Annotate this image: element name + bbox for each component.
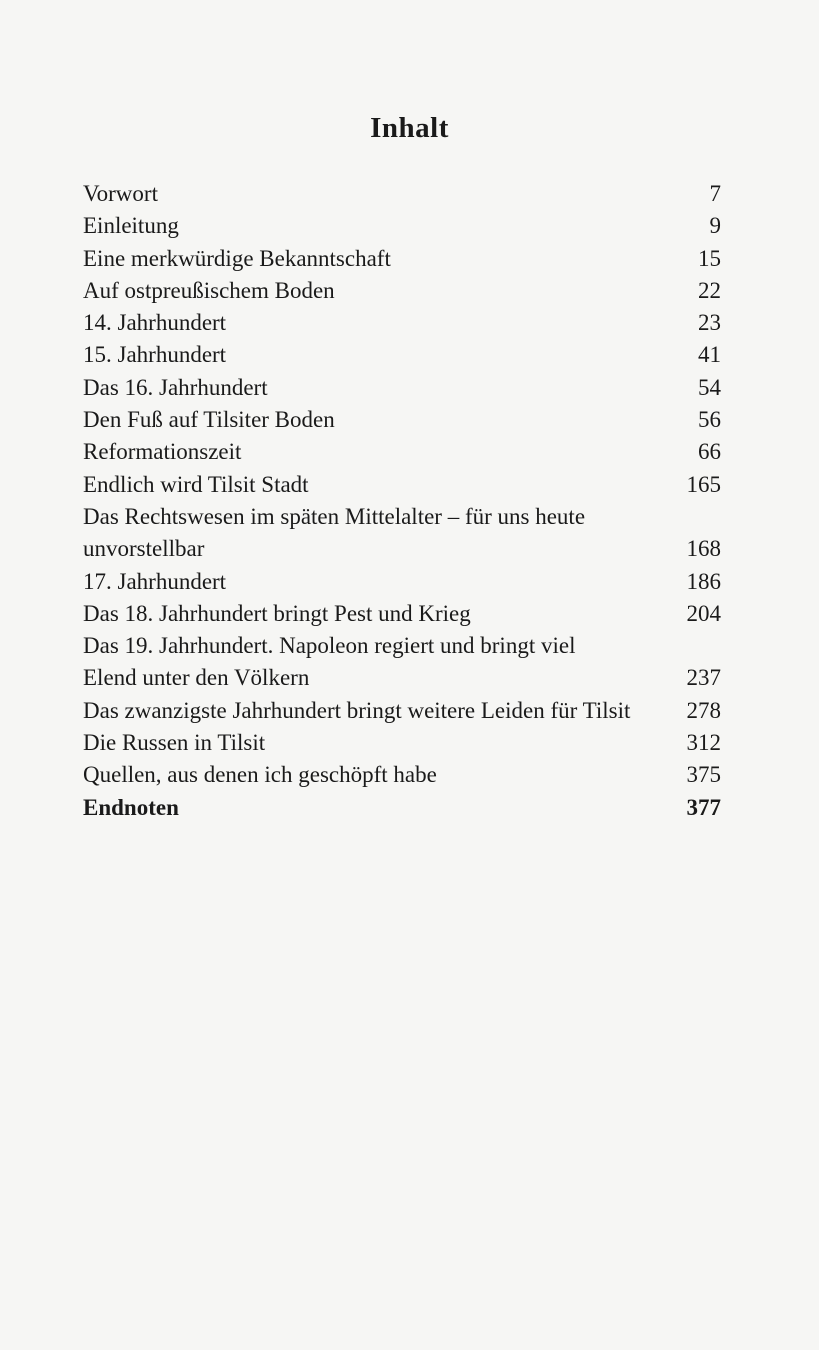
toc-entry-page: 56 — [698, 407, 721, 433]
toc-entry-title: Die Russen in Tilsit — [83, 730, 266, 756]
toc-entry-title: Das zwanzigste Jahrhundert bringt weitere Leiden für Tilsit — [83, 697, 631, 723]
toc-entry-russen — [83, 727, 721, 759]
toc-entry-vorwort — [83, 178, 721, 210]
toc-entry-page: 237 — [686, 665, 721, 691]
toc-entry-page: 7 — [709, 181, 721, 206]
toc-entry-title: Das 16. Jahrhundert — [83, 374, 268, 400]
toc-entry-tilsiter-boden — [83, 404, 721, 436]
toc-entry-page: 66 — [698, 439, 721, 465]
toc-entry-page: 168 — [686, 536, 721, 562]
toc-entry-page: 278 — [686, 697, 721, 723]
toc-entry-title: Vorwort — [83, 181, 158, 206]
toc-entry-page: 377 — [686, 794, 721, 820]
toc-entry-ostpreussen — [83, 275, 721, 307]
toc-entry-page: 41 — [698, 342, 721, 368]
toc-entry-title: 15. Jahrhundert — [83, 342, 227, 368]
toc-entry-reformationszeit — [83, 436, 721, 468]
toc-entry-title: Reformationszeit — [83, 439, 242, 465]
toc-entry-endnoten — [83, 792, 721, 824]
toc-entry-20-jahrhundert — [83, 695, 721, 727]
toc-entry-title-line: Das 19. Jahrhundert. Napoleon regiert und bringt viel — [83, 633, 576, 659]
toc-entry-page: 186 — [686, 568, 721, 594]
toc-entry-page: 312 — [686, 730, 721, 756]
toc-entry-title-line: unvorstellbar — [83, 536, 205, 562]
toc-entry-title: Endlich wird Tilsit Stadt — [83, 471, 309, 497]
toc-entry-title: Eine merkwürdige Bekanntschaft — [83, 245, 391, 271]
toc-entry-quellen — [83, 759, 721, 791]
table-of-contents — [83, 178, 721, 824]
toc-entry-15-jahrhundert — [83, 339, 721, 371]
page-title: Inhalt — [370, 112, 449, 144]
toc-entry-title-line: Elend unter den Völkern — [83, 665, 310, 691]
toc-entry-page: 15 — [698, 245, 721, 271]
toc-entry-18-jahrhundert — [83, 598, 721, 630]
toc-entry-page: 9 — [709, 213, 721, 239]
toc-entry-title: Den Fuß auf Tilsiter Boden — [83, 407, 335, 433]
toc-entry-page: 22 — [698, 277, 721, 303]
toc-entry-title: Auf ostpreußischem Boden — [83, 277, 335, 303]
toc-entry-title: Einleitung — [83, 213, 179, 239]
toc-entry-page: 165 — [686, 471, 721, 497]
toc-entry-title: 17. Jahrhundert — [83, 568, 227, 594]
toc-entry-rechtswesen — [83, 501, 721, 566]
toc-entry-title: Das 18. Jahrhundert bringt Pest und Krieg — [83, 600, 471, 626]
toc-entry-title: 14. Jahrhundert — [83, 310, 227, 336]
toc-entry-19-jahrhundert — [83, 630, 721, 695]
toc-entry-page: 375 — [686, 762, 721, 788]
toc-entry-title: Quellen, aus denen ich geschöpft habe — [83, 762, 437, 788]
toc-entry-title — [83, 630, 687, 695]
toc-entry-16-jahrhundert — [83, 372, 721, 404]
toc-entry-einleitung — [83, 210, 721, 242]
toc-entry-title: Endnoten — [83, 794, 179, 820]
toc-entry-17-jahrhundert — [83, 566, 721, 598]
toc-entry-bekanntschaft — [83, 243, 721, 275]
toc-entry-title-line: Das Rechtswesen im späten Mittelalter – für uns heute — [83, 503, 586, 529]
toc-entry-14-jahrhundert — [83, 307, 721, 339]
toc-entry-tilsit-stadt — [83, 469, 721, 501]
toc-entry-title — [83, 501, 687, 566]
toc-entry-page: 23 — [698, 310, 721, 336]
toc-entry-page: 54 — [698, 374, 721, 400]
toc-entry-page: 204 — [686, 600, 721, 626]
